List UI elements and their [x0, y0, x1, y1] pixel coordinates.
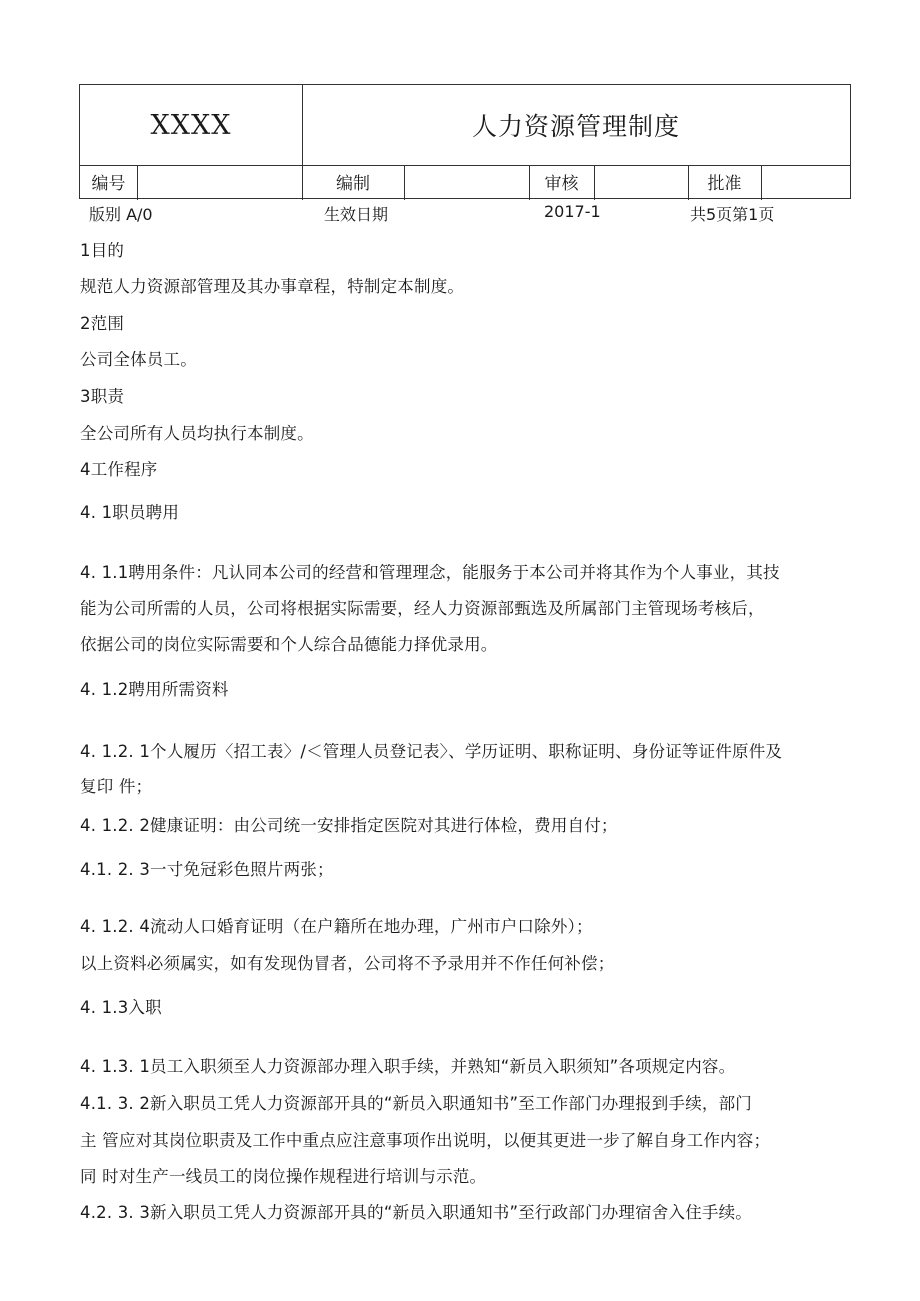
paragraph-line: 以上资料必须属实，如有发现伪冒者，公司将不予录用并不作任何补偿；	[80, 954, 615, 973]
paragraph-line: 规范人力资源部管理及其办事章程，特制定本制度。	[80, 277, 465, 296]
section-heading: 2范围	[80, 314, 125, 333]
effective-date-value: 2017-1	[544, 202, 601, 221]
paragraph-line: 4. 1.2. 1个人履历〈招工表〉/＜管理人员登记表〉、学历证明、职称证明、身份证等证件原件及	[80, 742, 783, 761]
paragraph-line: 4. 1.1聘用条件：凡认同本公司的经营和管理理念，能服务于本公司并将其作为个人事业，其技	[80, 563, 780, 582]
version-label: 版别 A/0	[89, 205, 153, 224]
company-name: XXXX	[150, 109, 232, 141]
paragraph-line: 4.1. 2. 3一寸免冠彩色照片两张；	[80, 860, 334, 879]
number-label: 编号	[91, 174, 126, 194]
section-heading: 4工作程序	[80, 460, 158, 479]
paragraph-line: 能为公司所需的人员，公司将根据实际需要，经人力资源部甄选及所属部门主管现场考核后，	[80, 599, 765, 618]
paragraph-line: 全公司所有人员均执行本制度。	[80, 424, 314, 443]
paragraph-line: 依据公司的岗位实际需要和个人综合品德能力择优录用。	[80, 635, 498, 654]
paragraph-line: 复印 件；	[80, 777, 153, 796]
page-count: 共5页第1页	[690, 205, 775, 224]
effective-date-label: 生效日期	[324, 205, 389, 224]
section-heading: 1目的	[80, 241, 125, 260]
paragraph-line: 同 时对生产一线员工的岗位操作规程进行培训与示范。	[80, 1167, 487, 1186]
divider	[404, 165, 405, 200]
paragraph-line: 4. 1.2. 4流动人口婚育证明（在户籍所在地办理，广州市户口除外）；	[80, 917, 593, 936]
divider	[137, 165, 138, 200]
prepared-label: 编制	[336, 174, 370, 194]
document-title: 人力资源管理制度	[471, 112, 680, 141]
paragraph-line: 4. 1.2. 2健康证明：由公司统一安排指定医院对其进行体检，费用自付；	[80, 816, 618, 835]
divider	[761, 165, 762, 200]
review-label: 审核	[544, 174, 579, 194]
divider	[594, 165, 595, 200]
paragraph-line: 4. 1.3. 1员工入职须至人力资源部办理入职手续，并熟知“新员入职须知”各项规定内容。	[80, 1057, 736, 1076]
paragraph-line: 主 管应对其岗位职责及工作中重点应注意事项作出说明，以便其更进一步了解自身工作内容；	[80, 1131, 771, 1150]
section-heading: 3职责	[80, 387, 125, 406]
subsection-heading: 4. 1职员聘用	[80, 503, 180, 522]
paragraph-line: 4.2. 3. 3新入职员工凭人力资源部开具的“新员入职通知书”至行政部门办理宿舍入住手续。	[80, 1203, 753, 1222]
subsection-heading: 4. 1.2聘用所需资料	[80, 680, 229, 699]
subsection-heading: 4. 1.3入职	[80, 998, 162, 1017]
paragraph-line: 公司全体员工。	[80, 350, 197, 369]
paragraph-line: 4.1. 3. 2新入职员工凭人力资源部开具的“新员入职通知书”至工作部门办理报到手续，部门	[80, 1094, 753, 1113]
header-table	[79, 84, 851, 199]
approve-label: 批准	[707, 174, 742, 194]
